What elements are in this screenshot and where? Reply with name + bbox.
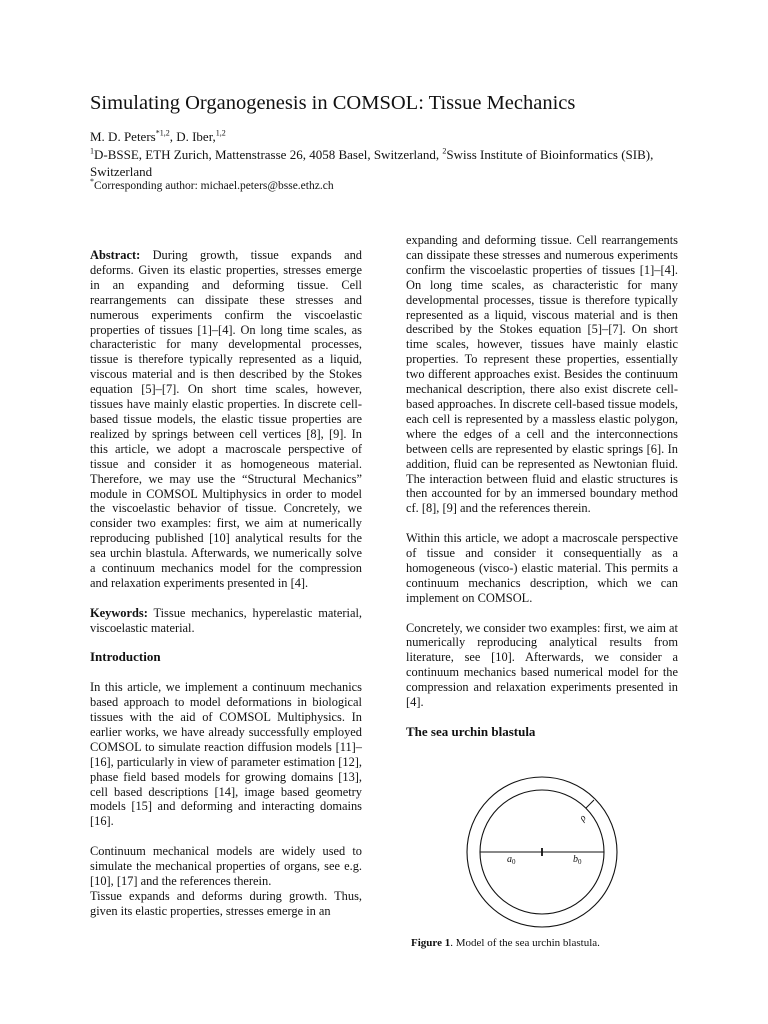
b0-label: $b_0$ [573, 854, 582, 866]
caption-label: Figure 1 [411, 937, 451, 949]
blastula-heading: The sea urchin blastula [406, 723, 536, 739]
blastula-figure [462, 776, 622, 936]
author-line [90, 129, 226, 145]
intro-paragraph-1: In this article, we implement a continuum mechanics based approach to model deformations in biological tissues with the aid of COMSOL Multiphysics. In earlier works, we have already successfully employed COMSOL to simulate reaction diffusion models [11]–[16], particularly in view of parameter estimation [12], phase field based models for growing domains [13], cell based descriptions [14], image based geometry models [15] and deforming and interacting domains [16]. [90, 680, 362, 829]
paper-title: Simulating Organogenesis in COMSOL: Tissue Mechanics [90, 92, 576, 114]
abstract-text: During growth, tissue expands and deforms. Given its elastic properties, stresses emerge in an expanding and deforming tissue. Cell rearrangements can dissipate these stresses and numerous experiments confirm the viscoelastic properties of tissues [1]–[4]. On long time scales, as characteristic for many developmental processes, tissue is therefore typically represented as a liquid, viscous material and is then described by the Stokes equation [5]–[7]. On short time scales, however, tissues have mainly elastic properties. In discrete cell-based tissue models, the elastic tissue properties are realized by springs between cell vertices [8], [9]. In this article, we adopt a macroscale perspective of tissue and consider it as homogeneous material. Therefore, we may use the “Structural Mechanics” module in COMSOL Multiphysics in order to model the viscoelastic behavior of tissue. Concretely, we consider two examples: first, we aim at numerically reproducing published [10] analytical results for the sea urchin blastula. Afterwards, we numerically solve a continuum mechanics model for the compression and relaxation experiments presented in [4]. [90, 248, 362, 590]
affil-sup-1: 1 [90, 146, 94, 156]
intro-heading: Introduction [90, 649, 161, 665]
abstract-label: Abstract: [90, 248, 141, 262]
keywords-label: Keywords: [90, 605, 148, 620]
keywords-text: Tissue mechanics, hyperelastic material, viscoelastic material. [90, 605, 362, 635]
a0-label: $a_0$ [507, 854, 516, 866]
abstract-paragraph [90, 248, 362, 591]
affiliation [90, 147, 690, 180]
left-column [90, 248, 362, 919]
keywords-paragraph [90, 606, 362, 636]
author-1-sup: *1,2 [155, 128, 170, 138]
corresponding-author [90, 177, 334, 192]
rho-label: ρ [577, 812, 589, 824]
intro-paragraph-3: Tissue expands and deforms during growth. Thus, given its elastic properties, stresses emerge in an [90, 888, 362, 918]
affil-text-2: Swiss Institute of Bioinformatics (SIB), Switzerland [90, 147, 654, 179]
right-paragraph-2: Within this article, we adopt a macroscale perspective of tissue and consider it consequentially as a homogeneous (visco-) elastic material. This permits a continuum mechanics description, which we can implement on COMSOL. [406, 531, 678, 605]
affil-text-1: D-BSSE, ETH Zurich, Mattenstrasse 26, 4058 Basel, Switzerland, [94, 147, 443, 162]
author-2-sup: 1,2 [215, 128, 226, 138]
figure-caption [411, 937, 600, 949]
rho-line [586, 800, 594, 808]
right-column [406, 233, 678, 740]
caption-text: . Model of the sea urchin blastula. [450, 937, 600, 949]
author-2: , D. Iber, [169, 129, 216, 144]
right-paragraph-1: expanding and deforming tissue. Cell rearrangements can dissipate these stresses and numerous experiments confirm the viscoelastic properties of tissues [1]–[4]. On long time scales, as characteristic for many developmental processes, tissue is therefore typically represented as a liquid, viscous material and is then described by the Stokes equation [5]–[7]. On short time scales, however, tissues have mainly elastic properties. To represent these properties, essentially two different approaches exist. Besides the continuum mechanical description, there also exist discrete cell-based approaches. In discrete cell-based tissue models, each cell is represented by a massless elastic polygon, where the edges of a cell and the interconnections between cells are represented by elastic springs [6]. In addition, fluid can be represented as Newtonian fluid. The interaction between fluid and elastic structures is then accounted for by an immersed boundary method cf. [8], [9] and the references therein. [406, 233, 678, 516]
intro-paragraph-2: Continuum mechanical models are widely used to simulate the mechanical properties of organs, see e.g. [10], [17] and the references therein. [90, 844, 362, 888]
author-1: M. D. Peters [90, 129, 156, 144]
corr-sup: * [90, 177, 94, 187]
affil-sup-2: 2 [442, 146, 447, 156]
right-paragraph-3: Concretely, we consider two examples: first, we aim at numerically reproducing analytical results from literature, see [10]. Afterwards, we consider a continuum mechanics based numerical model for the compression and relaxation experiments presented in [4]. [406, 620, 678, 710]
corr-text: Corresponding author: michael.peters@bsse.ethz.ch [94, 180, 334, 192]
